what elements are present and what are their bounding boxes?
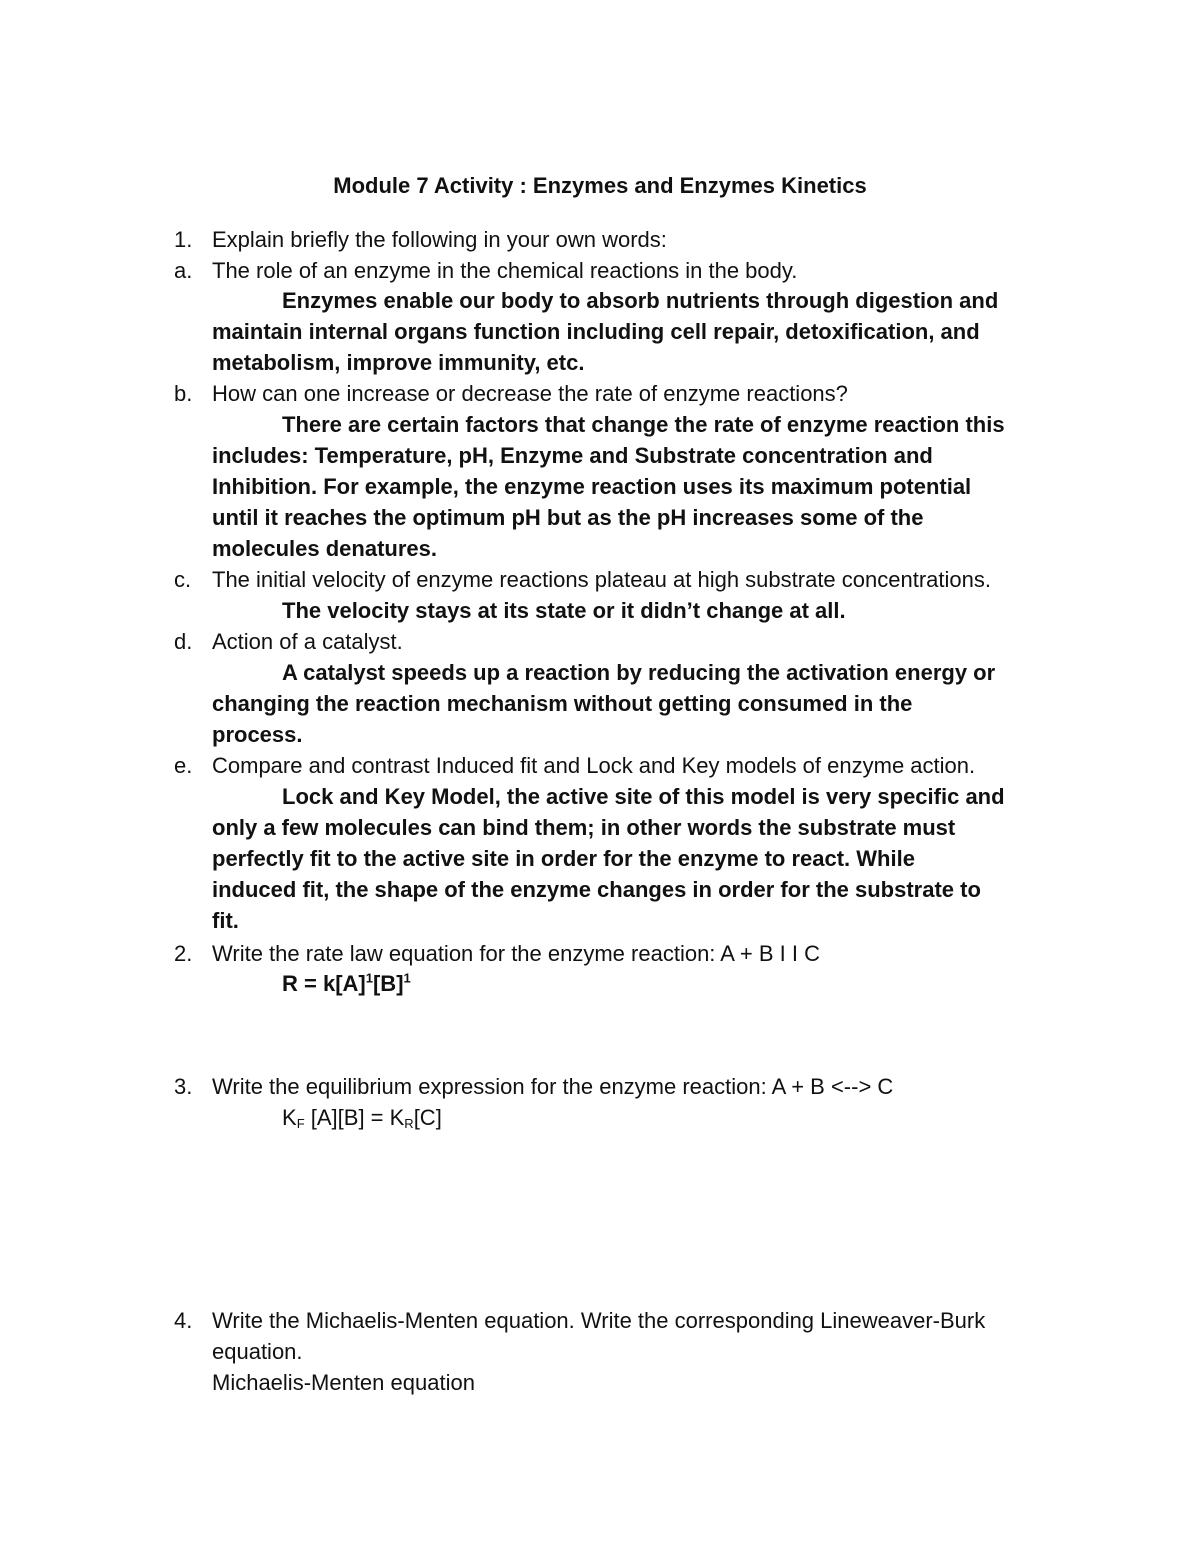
q1b-answer-line: molecules denatures.	[212, 536, 437, 561]
q4-question-line: Write the Michaelis-Menten equation. Write the corresponding Lineweaver-Burk	[212, 1308, 986, 1333]
q1d-answer-line: A catalyst speeds up a reaction by reducing the activation energy or	[282, 660, 996, 685]
q1b-answer-line: includes: Temperature, pH, Enzyme and Substrate concentration and	[212, 443, 933, 468]
q1b-answer-line: until it reaches the optimum pH but as the pH increases some of the	[212, 505, 924, 530]
q3-kf-sub: F	[296, 1116, 305, 1131]
q2-answer-mid: [B]	[372, 971, 404, 996]
q1e-question: Compare and contrast Induced fit and Lock and Key models of enzyme action.	[212, 753, 976, 778]
q1e-answer-line: perfectly fit to the active site in order for the enzyme to react. While	[212, 846, 915, 871]
q3-mid: [A][B] = K	[304, 1105, 405, 1130]
q3-end: [C]	[413, 1105, 442, 1130]
q3-question: Write the equilibrium expression for the enzyme reaction: A + B <--> C	[212, 1074, 894, 1099]
q1e-answer-line: induced fit, the shape of the enzyme changes in order for the substrate to	[212, 877, 981, 902]
q1b-question: How can one increase or decrease the rate of enzyme reactions?	[212, 381, 848, 406]
q2-marker: 2.	[174, 941, 193, 966]
q2-answer-prefix: R = k[A]	[282, 971, 366, 996]
q1-text: Explain briefly the following in your own words:	[212, 227, 667, 252]
q1a-marker: a.	[174, 258, 193, 283]
q2-exponent-b: 1	[403, 970, 411, 986]
q1a-answer-line: maintain internal organs function including cell repair, detoxification, and	[212, 319, 980, 344]
q1d-answer-line: process.	[212, 722, 303, 747]
page-title: Module 7 Activity : Enzymes and Enzymes Kinetics	[333, 173, 867, 198]
q1c-answer-line: The velocity stays at its state or it didn’t change at all.	[282, 598, 846, 623]
q1e-answer-line: only a few molecules can bind them; in other words the substrate must	[212, 815, 956, 840]
q3-kr-sub: R	[404, 1116, 414, 1131]
q4-sub-heading: Michaelis-Menten equation	[212, 1370, 475, 1395]
q1-marker: 1.	[174, 227, 193, 252]
q1c-question: The initial velocity of enzyme reactions plateau at high substrate concentrations.	[212, 567, 991, 592]
q1e-answer-line: Lock and Key Model, the active site of this model is very specific and	[282, 784, 1005, 809]
q2-question: Write the rate law equation for the enzyme reaction: A + B I I C	[212, 941, 820, 966]
q1a-answer-line: Enzymes enable our body to absorb nutrients through digestion and	[282, 288, 999, 313]
q1b-answer-line: Inhibition. For example, the enzyme reaction uses its maximum potential	[212, 474, 972, 499]
q4-question-line: equation.	[212, 1339, 303, 1364]
q1d-question: Action of a catalyst.	[212, 629, 403, 654]
q3-marker: 3.	[174, 1074, 193, 1099]
q1a-question: The role of an enzyme in the chemical reactions in the body.	[212, 258, 798, 283]
q4-marker: 4.	[174, 1308, 193, 1333]
q3-kf: K	[282, 1105, 297, 1130]
q1e-answer-line: fit.	[212, 908, 239, 933]
q1e-marker: e.	[174, 753, 193, 778]
q2-exponent-a: 1	[365, 970, 373, 986]
q1d-answer-line: changing the reaction mechanism without getting consumed in the	[212, 691, 913, 716]
q2-rate-law-answer	[282, 968, 411, 999]
q1b-marker: b.	[174, 381, 193, 406]
q1c-marker: c.	[174, 567, 192, 592]
q1b-answer-line: There are certain factors that change the rate of enzyme reaction this	[282, 412, 1005, 437]
q1a-answer-line: metabolism, improve immunity, etc.	[212, 350, 585, 375]
q1d-marker: d.	[174, 629, 193, 654]
q3-equilibrium-answer	[282, 1102, 442, 1133]
